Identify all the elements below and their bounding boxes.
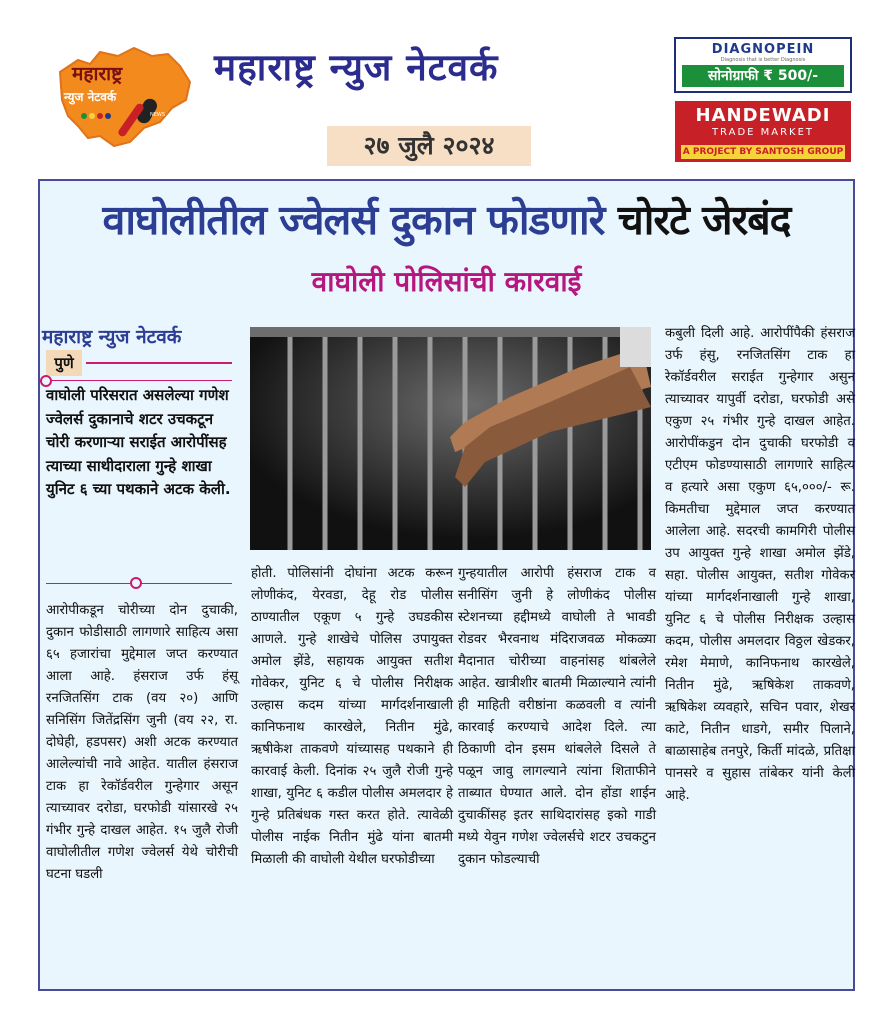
dateline-city: पुणे	[46, 350, 82, 376]
divider-top	[86, 362, 232, 364]
handewadi-title: HANDEWADI	[695, 105, 831, 126]
byline: महाराष्ट्र न्युज नेटवर्क	[42, 326, 182, 348]
article-photo	[250, 327, 651, 550]
handewadi-ad[interactable]	[675, 101, 851, 162]
diagnopein-brand: DIAGNOPEIN	[711, 42, 815, 57]
article-column-1: आरोपीकडून चोरीच्या दोन दुचाकी, दुकान फोडीसाठी लागणारे साहित्य असा ६५ हजारांचा मुद्देमाल जप्त करण्यात आला आहे. हंसराज उर्फ हंसू रनजितसिंग टाक (वय २०) आणि सनिसिंग जितेंद्रसिंग जुनी (वय २२, रा. दोघेही, हडपसर) अशी अटक करण्यात आलेल्यांची नावे आहेत. यातील हंसराज टाक हा रेकॉर्डवरील गुन्हेगार असून त्याच्यावर दरोडा, घरफोडी यांसारखे २५ गंभीर गुन्हे दाखल आहेत. १५ जुलै रोजी वाघोलीतील गणेश ज्वेलर्स येथे चोरीची घटना घडली	[46, 603, 238, 882]
diagnopein-offer: सोनोग्राफी ₹ 500/-	[682, 65, 844, 87]
article-column-3: गुन्हयातील आरोपी हंसराज टाक व सनीसिंग जुनी हे लोणीकंद पोलीस स्टेशनच्या हद्दीमध्ये वाघोली ते भावडी रोडवर भैरवनाथ मंदिराजवळ मोकळ्या मैदानात चोरीच्या वाहनांसह थांबलेले आहेत. खात्रीशीर बातमी मिळाल्याने त्यांनी ही माहिती वरीष्ठांना कळवली व त्यांनी कारवाई करण्याचे आदेश दिले. त्या ठिकाणी दोन इसम थांबलेले दिसले ते पळून जावु लागल्याने त्यांना शिताफीने ताब्यात घेण्यात आले. दोन होंडा शाईन दुचाकींसह इतर साथिदारांसह इको गाडी मध्ये येवुन गणेश ज्वेलर्सचे शटर उचकटुन दुकान फोडल्याची	[458, 566, 656, 867]
article-intro: वाघोली परिसरात असलेल्या गणेश ज्वेलर्स दुकानाचे शटर उचकटून चोरी करणाऱ्या सराईत आरोपींसह त्याच्या साथीदाराला गुन्हे शाखा युनिट ६ च्या पथकाने अटक केली.	[46, 386, 231, 498]
handewadi-footer: A PROJECT BY SANTOSH GROUP	[682, 147, 844, 157]
headline-part2: चोरटे जेरबंद	[617, 196, 791, 244]
divider-dot	[130, 577, 142, 589]
divider-intro-top	[46, 380, 232, 381]
logo-title: महाराष्ट्र	[72, 63, 123, 85]
logo-mic-label: NEWS	[150, 112, 166, 118]
article-headline	[40, 191, 853, 247]
article-column-4: कबुली दिली आहे. आरोपींपैकी हंसराज उर्फ हंसु, रनजितसिंग टाक हा रेकॉर्डवरील सराईत गुन्हेगार असुन त्याच्यावर यापुर्वी दरोडा, घरफोडी असे एकुण २५ गंभीर गुन्हे दाखल आहेत. आरोपींकडुन दोन दुचाकी घरफोडी व एटीएम फोडण्यासाठी लागणारे साहित्य व हत्यारे असा एकुण ६५,०००/- रू. किमतीचा मुद्देमाल जप्त करण्यात आलेला आहे. सदरची कामगिरी पोलीस उप आयुक्त गुन्हे शाखा अमोल झेंडे, सहा. पोलीस आयुक्त, सतीश गोवेकर यांच्या मार्गदर्शनाखाली गुन्हे शाखा, युनिट ६ चे पोलीस निरीक्षक उल्हास कदम, पोलीस अमलदार विठ्ठल खेडकर, रमेश मेमाणे, कानिफनाथ कारखेले, नितीन मुंढे, ऋषिकेश ताकवणे, ऋषिकेश व्यवहारे, सचिन पवार, शेखर काटे, नितीन धाडगे, समीर पिलाने, बाळासाहेब तनपुरे, किर्ती मांदळे, प्रतिक्षा पानसरे व सुहास तांबेकर यांनी केली आहे.	[665, 326, 855, 803]
masthead-title: महाराष्ट्र न्युज नेटवर्क	[214, 46, 499, 89]
site-logo	[48, 42, 196, 154]
article-column-2: होती. पोलिसांनी दोघांना अटक करून लोणीकंद, येरवडा, देहू रोड पोलीस ठाण्यातील एकूण ५ गुन्हे उघडकीस आणले. गुन्हे शाखेचे पोलिस उपायुक्त अमोल झेंडे, सहायक आयुक्त सतीश गोवेकर, युनिट ६ चे पोलीस निरीक्षक उल्हास कदम यांच्या मार्गदर्शनाखाली कानिफनाथ कारखेले, नितीन मुंढे, ऋषीकेश ताकवणे यांच्यासह पथकाने ही कारवाई केली. दिनांक २५ जुलै रोजी गुन्हे शाखा, युनिट ६ कडील पोलीस अमलदार हे गुन्हे प्रतिबंधक गस्त करत होते. त्यावेळी पोलीस नाईक नितीन मुंढे यांना बातमी मिळाली की वाघोली येथील घरफोडीच्या	[251, 566, 453, 867]
publication-date: २७ जुलै २०२४	[327, 126, 531, 166]
handewadi-subtitle: TRADE MARKET	[711, 127, 815, 138]
diagnopein-tagline: Diagnosis that is better Diagnosis	[720, 57, 806, 63]
headline-part1: वाघोलीतील ज्वेलर्स दुकान फोडणारे	[102, 196, 605, 244]
logo-subtitle: न्युज नेटवर्क	[64, 90, 117, 104]
diagnopein-ad[interactable]	[674, 37, 852, 93]
article-subheadline: वाघोली पोलिसांची कारवाई	[311, 265, 582, 298]
